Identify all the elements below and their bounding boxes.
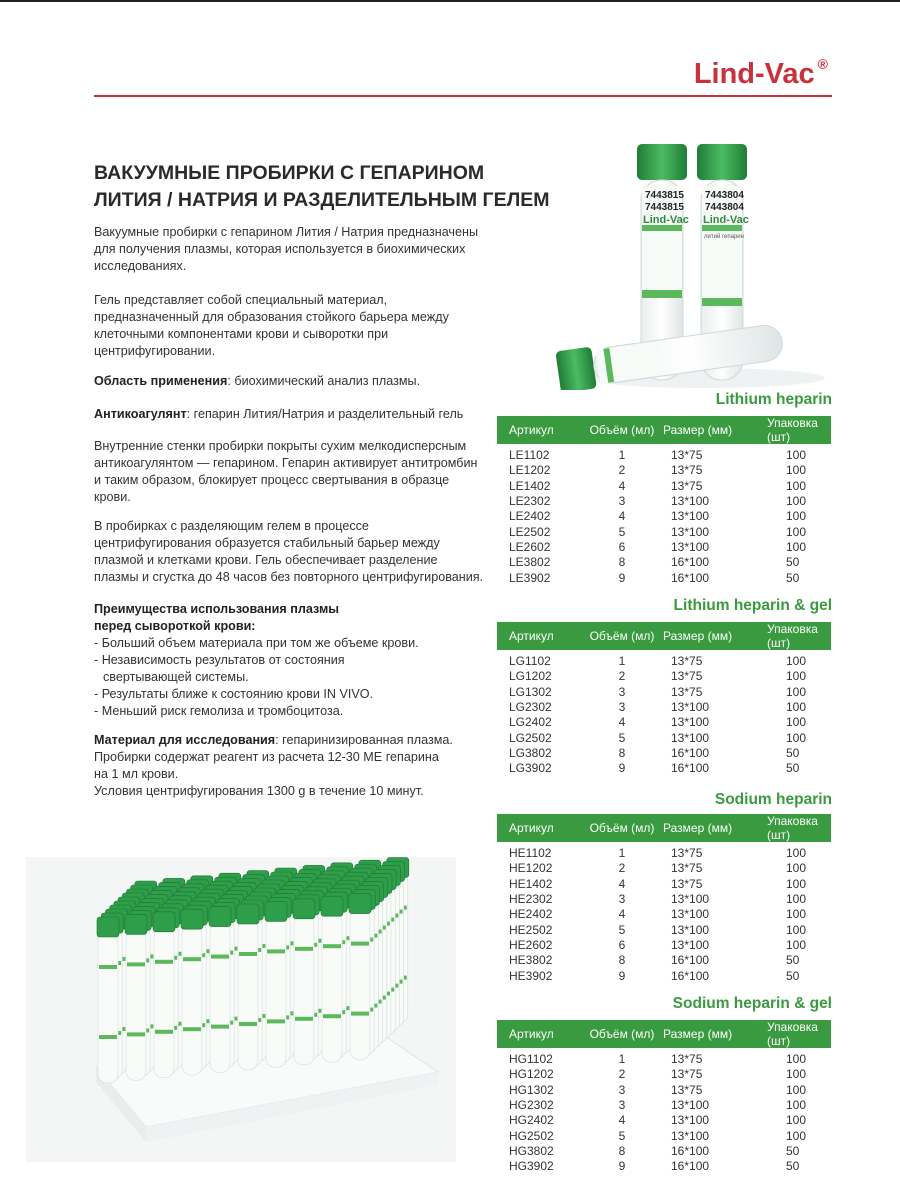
svg-text:литий гепарин: литий гепарин <box>704 234 744 240</box>
table-cell: LE2602 <box>509 539 551 554</box>
table-cell: 2 <box>618 669 626 684</box>
table-row <box>497 907 831 922</box>
table-cell: LE1102 <box>509 448 550 463</box>
table-cell: 100 <box>786 1098 807 1113</box>
table-cell: 2 <box>618 463 626 478</box>
table-cell: HE3902 <box>509 968 553 983</box>
table-cell: 50 <box>786 745 800 760</box>
column-header: Размер (мм) <box>657 416 759 444</box>
column-header: Размер (мм) <box>657 622 759 650</box>
column-header: Артикул <box>497 622 587 650</box>
table-cell: 13*100 <box>671 937 710 952</box>
table-cell: 13*75 <box>671 861 703 876</box>
table-cell: HG1102 <box>509 1052 553 1067</box>
table-cell: HG2502 <box>509 1128 554 1143</box>
table-cell: 13*75 <box>671 1067 703 1082</box>
column-header: Размер (мм) <box>657 1020 759 1048</box>
table-row <box>497 685 831 700</box>
table-row <box>497 509 831 524</box>
table-row <box>497 761 831 776</box>
table-cell: LG3802 <box>509 745 552 760</box>
table-cell: 13*75 <box>671 1052 703 1067</box>
table-cell: 4 <box>618 509 626 524</box>
table-cell: 100 <box>786 922 807 937</box>
table-row <box>497 448 831 463</box>
table-cell: 4 <box>618 478 626 493</box>
table-row <box>497 570 831 585</box>
page-title: ВАКУУМНЫЕ ПРОБИРКИ С ГЕПАРИНОМ ЛИТИЯ / НАТРИЯ И РАЗДЕЛИТЕЛЬНЫМ ГЕЛЕМ <box>94 162 550 211</box>
table-cell: 100 <box>786 654 807 669</box>
table-cell: 100 <box>786 669 807 684</box>
column-header: Объём (мл) <box>587 622 657 650</box>
product-tubes-photo <box>555 130 835 390</box>
table-cell: 13*100 <box>671 1098 710 1113</box>
table-cell: 8 <box>618 1143 626 1158</box>
table-title-sodium-heparin: Sodium heparin <box>714 791 832 808</box>
walls-paragraph: Внутренние стенки пробирки покрыты сухим мелкодисперсным антикоагулянтом — гепарином. Гепарин активирует антитромбин и таким образом, блокирует процесс свертывания в образце крови. <box>94 439 478 504</box>
table-cell: HG3902 <box>509 1159 554 1174</box>
table-cell: 13*75 <box>671 478 703 493</box>
table-cell: LG3902 <box>509 761 552 776</box>
table-cell: 100 <box>786 892 807 907</box>
table-cell: LG1302 <box>509 684 552 699</box>
table-cell: LE3802 <box>509 555 551 570</box>
table-cell: 1 <box>618 1052 626 1067</box>
table-cell: 13*100 <box>671 907 710 922</box>
table-cell: 9 <box>618 570 626 585</box>
material-block: Материал для исследования: гепаринизированная плазма. Пробирки содержат реагент из расчета 12-30 МЕ гепарина на 1 мл крови. Условия центрифугирования 1300 g в течение 10 минут. <box>94 733 453 798</box>
table-cell: 3 <box>618 684 626 699</box>
table-cell: HG2302 <box>509 1098 554 1113</box>
column-header: Артикул <box>497 814 587 842</box>
table-cell: 100 <box>786 730 807 745</box>
table-cell: 100 <box>786 1113 807 1128</box>
table-cell: 13*100 <box>671 1128 710 1143</box>
table-row <box>497 1052 831 1067</box>
table-cell: LG2402 <box>509 715 552 730</box>
table-cell: LE3902 <box>509 570 551 585</box>
anticoagulant-line: Антикоагулянт: гепарин Лития/Натрия и разделительный гель <box>94 407 464 421</box>
table-cell: 100 <box>786 1052 807 1067</box>
column-header: Упаковка (шт) <box>759 1020 831 1048</box>
table-cell: 16*100 <box>671 570 710 585</box>
table-cell: 13*100 <box>671 700 710 715</box>
spec-table-sodium-heparin <box>497 814 831 984</box>
table-row <box>497 1159 831 1174</box>
table-cell: 13*100 <box>671 524 710 539</box>
table-cell: HE1402 <box>509 876 553 891</box>
brand-logo: Lind-Vac ® <box>693 56 828 90</box>
table-cell: 16*100 <box>671 761 710 776</box>
table-cell: 3 <box>618 1082 626 1097</box>
table-cell: 13*100 <box>671 715 710 730</box>
table-cell: 8 <box>618 555 626 570</box>
table-cell: 100 <box>786 684 807 699</box>
table-row <box>497 1144 831 1159</box>
table-cell: 6 <box>618 937 626 952</box>
table-cell: HG3802 <box>509 1143 554 1158</box>
svg-text:7443804: 7443804 <box>705 190 744 201</box>
table-row <box>497 479 831 494</box>
svg-text:7443815: 7443815 <box>645 202 684 213</box>
table-cell: 50 <box>786 953 800 968</box>
column-header: Артикул <box>497 416 587 444</box>
table-cell: 13*75 <box>671 1082 703 1097</box>
table-cell: 13*100 <box>671 730 710 745</box>
table-row <box>497 1083 831 1098</box>
table-cell: 1 <box>618 846 626 861</box>
spec-table-lithium-heparin <box>497 416 831 586</box>
table-cell: 6 <box>618 539 626 554</box>
table-cell: 100 <box>786 509 807 524</box>
scope-line: Область применения: биохимический анализ плазмы. <box>94 374 421 388</box>
table-cell: 5 <box>618 730 626 745</box>
table-cell: 13*100 <box>671 494 710 509</box>
table-row <box>497 1067 831 1082</box>
table-row <box>497 730 831 745</box>
table-cell: 13*75 <box>671 846 703 861</box>
table-cell: 16*100 <box>671 745 710 760</box>
table-row <box>497 746 831 761</box>
table-cell: 5 <box>618 524 626 539</box>
table-cell: 13*75 <box>671 463 703 478</box>
gel-paragraph: Гель представляет собой специальный материал, предназначенный для образования стойкого барьера между клеточными компонентами крови и сыворотки при центрифугировании. <box>94 293 449 358</box>
table-row <box>497 524 831 539</box>
intro-paragraph: Вакуумные пробирки с гепарином Лития / Натрия предназначены для получения плазмы, которая используется в биохимических исследованиях. <box>94 225 479 273</box>
column-header: Артикул <box>497 1020 587 1048</box>
table-row <box>497 846 831 861</box>
table-cell: 100 <box>786 494 807 509</box>
table-cell: 16*100 <box>671 968 710 983</box>
table-cell: 100 <box>786 448 807 463</box>
table-cell: LE2402 <box>509 509 551 524</box>
table-cell: 5 <box>618 922 626 937</box>
table-cell: LE1402 <box>509 478 551 493</box>
table-cell: 100 <box>786 1067 807 1082</box>
table-cell: HE2302 <box>509 892 553 907</box>
separator-gel-paragraph: В пробирках с разделяющим гелем в процессе центрифугирования образуется стабильный барьер между плазмой и клетками крови. Гель обеспечивает разделение плазмы и сгустка до 48 часов без повторного центрифугирования. <box>94 519 484 584</box>
svg-text:Lind-Vac: Lind-Vac <box>643 214 689 226</box>
table-cell: 13*75 <box>671 669 703 684</box>
table-cell: 5 <box>618 1128 626 1143</box>
table-title-lithium-heparin-gel: Lithium heparin & gel <box>673 597 832 614</box>
table-cell: 100 <box>786 478 807 493</box>
table-cell: 100 <box>786 539 807 554</box>
table-row <box>497 922 831 937</box>
table-cell: HE2402 <box>509 907 553 922</box>
table-cell: 16*100 <box>671 1159 710 1174</box>
table-cell: 13*75 <box>671 654 703 669</box>
table-cell: 13*100 <box>671 539 710 554</box>
table-cell: 100 <box>786 846 807 861</box>
table-row <box>497 892 831 907</box>
table-row <box>497 1128 831 1143</box>
table-cell: 13*75 <box>671 876 703 891</box>
table-cell: 3 <box>618 892 626 907</box>
table-cell: HE2602 <box>509 937 553 952</box>
table-cell: 16*100 <box>671 953 710 968</box>
svg-text:7443804: 7443804 <box>705 202 744 213</box>
table-cell: 1 <box>618 448 626 463</box>
table-cell: 50 <box>786 1159 800 1174</box>
table-row <box>497 700 831 715</box>
table-row <box>497 555 831 570</box>
table-title-lithium-heparin: Lithium heparin <box>715 391 832 408</box>
table-row <box>497 938 831 953</box>
table-header-row <box>497 814 831 842</box>
table-cell: 9 <box>618 1159 626 1174</box>
table-header-row <box>497 1020 831 1048</box>
table-cell: HE1202 <box>509 861 553 876</box>
table-cell: 1 <box>618 654 626 669</box>
table-cell: 4 <box>618 907 626 922</box>
column-header: Упаковка (шт) <box>759 622 831 650</box>
table-cell: 16*100 <box>671 1143 710 1158</box>
column-header: Объём (мл) <box>587 416 657 444</box>
table-cell: 50 <box>786 555 800 570</box>
table-cell: LG1102 <box>509 654 551 669</box>
table-cell: LE2502 <box>509 524 551 539</box>
table-cell: 2 <box>618 861 626 876</box>
table-cell: 4 <box>618 876 626 891</box>
table-cell: LG2302 <box>509 700 552 715</box>
table-cell: LE2302 <box>509 494 551 509</box>
table-row <box>497 861 831 876</box>
table-row <box>497 494 831 509</box>
table-cell: 50 <box>786 1143 800 1158</box>
table-cell: 50 <box>786 570 800 585</box>
table-cell: LG2502 <box>509 730 552 745</box>
table-cell: HG1302 <box>509 1082 554 1097</box>
table-title-sodium-heparin-gel: Sodium heparin & gel <box>672 995 832 1012</box>
column-header: Упаковка (шт) <box>759 416 831 444</box>
table-row <box>497 953 831 968</box>
table-cell: 100 <box>786 861 807 876</box>
spec-table-sodium-heparin-gel <box>497 1020 831 1174</box>
table-cell: LE1202 <box>509 463 551 478</box>
table-header-row <box>497 416 831 444</box>
table-row <box>497 654 831 669</box>
table-cell: 9 <box>618 968 626 983</box>
top-rule <box>0 0 900 2</box>
spec-table-lithium-heparin-gel <box>497 622 831 776</box>
table-cell: 13*100 <box>671 922 710 937</box>
table-row <box>497 463 831 478</box>
table-cell: 4 <box>618 715 626 730</box>
table-row <box>497 715 831 730</box>
table-cell: 100 <box>786 907 807 922</box>
table-cell: 13*100 <box>671 1113 710 1128</box>
table-cell: 100 <box>786 1128 807 1143</box>
table-row <box>497 540 831 555</box>
table-row <box>497 669 831 684</box>
table-cell: 50 <box>786 761 800 776</box>
table-row <box>497 1098 831 1113</box>
rack-of-tubes-photo <box>26 857 456 1162</box>
table-cell: HE2502 <box>509 922 553 937</box>
table-cell: 3 <box>618 494 626 509</box>
advantages-block: Преимущества использования плазмы перед сывороткой крови: - Больший объем материала при том же объеме крови. - Независимость результатов от состояния свертывающей системы. - Результаты ближе к состоянию крови IN VIVO. - Меньший риск гемолиза и тромбоцитоза. <box>94 602 419 718</box>
table-cell: 50 <box>786 968 800 983</box>
table-cell: 3 <box>618 1098 626 1113</box>
column-header: Размер (мм) <box>657 814 759 842</box>
table-cell: HE3802 <box>509 953 553 968</box>
header-divider <box>94 95 832 97</box>
table-cell: 13*75 <box>671 448 703 463</box>
table-cell: 100 <box>786 524 807 539</box>
svg-text:7443815: 7443815 <box>645 190 684 201</box>
table-row <box>497 1113 831 1128</box>
table-cell: 13*100 <box>671 892 710 907</box>
table-cell: 2 <box>618 1067 626 1082</box>
table-cell: 100 <box>786 876 807 891</box>
svg-text:Lind-Vac: Lind-Vac <box>703 214 749 226</box>
table-cell: 8 <box>618 745 626 760</box>
column-header: Упаковка (шт) <box>759 814 831 842</box>
table-cell: 13*100 <box>671 509 710 524</box>
table-cell: LG1202 <box>509 669 552 684</box>
table-cell: HG1202 <box>509 1067 554 1082</box>
table-cell: 3 <box>618 700 626 715</box>
table-cell: 4 <box>618 1113 626 1128</box>
table-cell: 8 <box>618 953 626 968</box>
table-cell: HG2402 <box>509 1113 554 1128</box>
table-cell: 9 <box>618 761 626 776</box>
table-cell: 100 <box>786 700 807 715</box>
table-cell: 100 <box>786 1082 807 1097</box>
table-cell: HE1102 <box>509 846 552 861</box>
table-cell: 13*75 <box>671 684 703 699</box>
table-header-row <box>497 622 831 650</box>
column-header: Объём (мл) <box>587 814 657 842</box>
table-cell: 100 <box>786 715 807 730</box>
table-cell: 100 <box>786 937 807 952</box>
table-cell: 100 <box>786 463 807 478</box>
table-row <box>497 968 831 983</box>
table-cell: 16*100 <box>671 555 710 570</box>
column-header: Объём (мл) <box>587 1020 657 1048</box>
table-row <box>497 877 831 892</box>
